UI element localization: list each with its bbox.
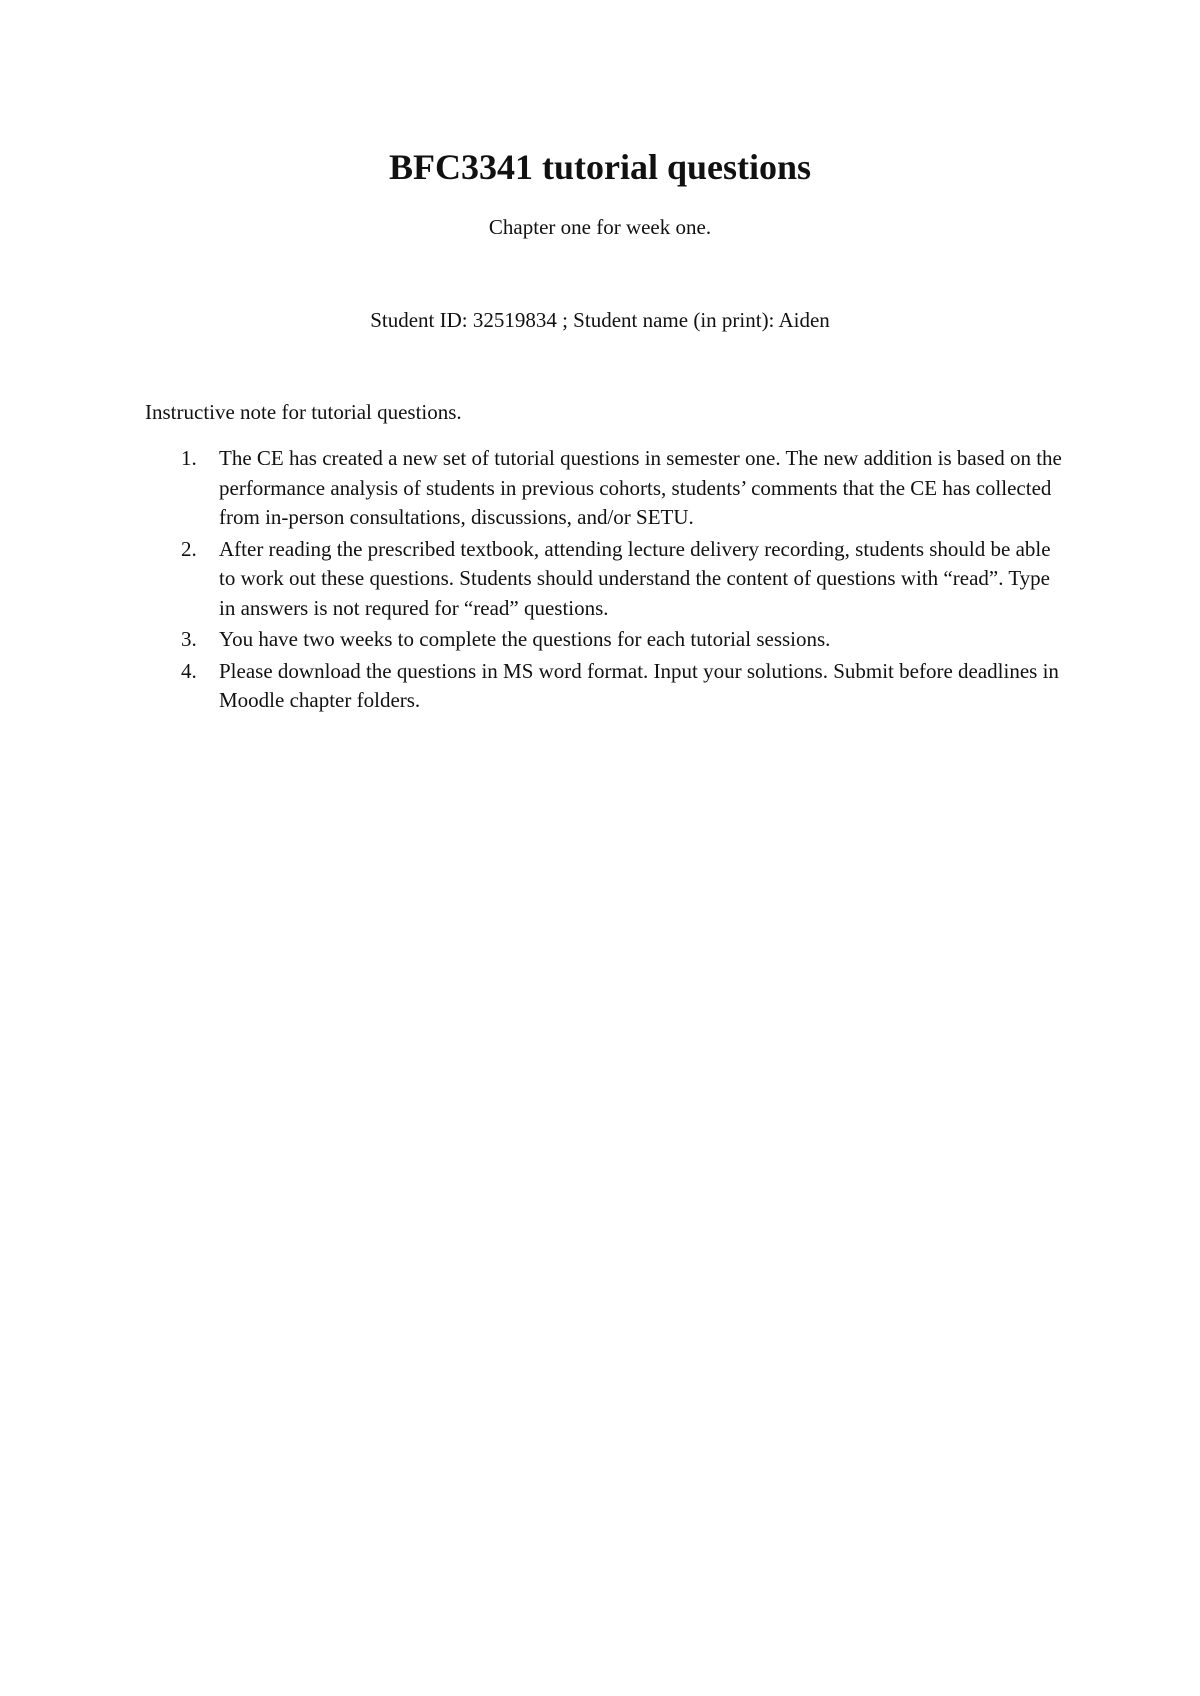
list-item-text: The CE has created a new set of tutorial questions in semester one. The new addition is based on the performance analysis of students in previous cohorts, students’ comments that the CE has collected from in-person consultations, discussions, and/or SETU. (219, 446, 1062, 529)
document-title: BFC3341 tutorial questions (388, 147, 812, 187)
student-info-line: Student ID: 32519834 ; Student name (in print): Aiden (370, 308, 830, 332)
instruction-list (145, 444, 1065, 718)
list-item (145, 625, 1065, 655)
list-item-text: You have two weeks to complete the questions for each tutorial sessions. (219, 627, 831, 651)
note-heading: Instructive note for tutorial questions. (145, 400, 462, 424)
list-item-number: 1. (181, 446, 197, 470)
list-item (145, 444, 1065, 533)
list-item (145, 657, 1065, 716)
list-item-number: 3. (181, 627, 197, 651)
list-item-number: 2. (181, 536, 197, 561)
list-item (145, 535, 1065, 624)
list-item-text: After reading the prescribed textbook, attending lecture delivery recording, students should be able to work out these questions. Students should understand the content of questions with “read”. Type in answers is not requred for “read” questions. (219, 536, 1051, 620)
list-item-number: 4. (181, 658, 197, 683)
list-item-text: Please download the questions in MS word format. Input your solutions. Submit before deadlines in Moodle chapter folders. (219, 658, 1059, 712)
document-subtitle: Chapter one for week one. (488, 215, 712, 239)
